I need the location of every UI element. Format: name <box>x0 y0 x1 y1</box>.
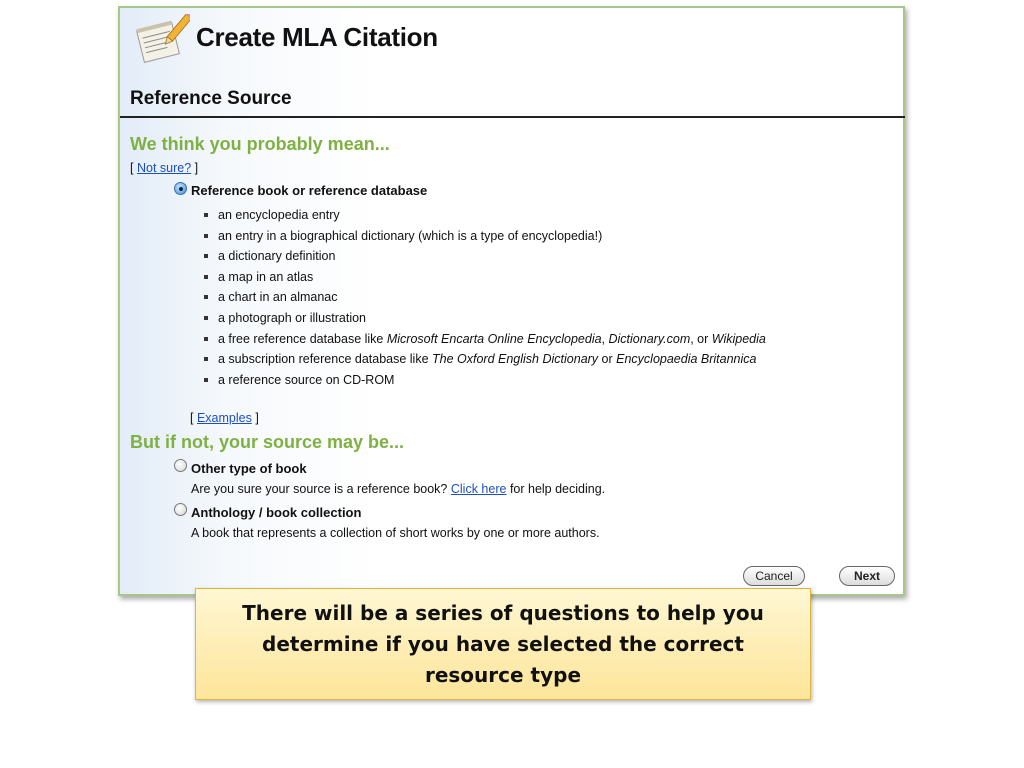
item-text: a subscription reference database like <box>218 352 433 367</box>
list-item: a map in an atlas <box>204 267 766 288</box>
option-label-reference-book: Reference book or reference database <box>191 183 428 198</box>
list-item: an encyclopedia entry <box>204 205 766 226</box>
option-label-other-book: Other type of book <box>191 461 307 476</box>
list-item: a photograph or illustration <box>204 308 766 329</box>
not-sure-link[interactable]: Not sure? <box>136 161 192 175</box>
item-text: , <box>601 331 609 346</box>
item-text: a free reference database like <box>218 331 387 346</box>
radio-anthology[interactable] <box>174 503 187 516</box>
bracket-open: [ <box>130 161 134 175</box>
item-title: Wikipedia <box>711 331 766 346</box>
cancel-button[interactable]: Cancel <box>743 566 805 586</box>
bracket-close: ] <box>255 411 259 425</box>
desc-text: for help deciding. <box>509 482 606 496</box>
list-item: a reference source on CD-ROM <box>204 370 766 391</box>
click-here-link[interactable]: Click here <box>450 482 507 496</box>
bracket-open: [ <box>190 411 194 425</box>
list-item: a dictionary definition <box>204 246 766 267</box>
notepad-pencil-icon <box>134 14 190 64</box>
radio-other-book[interactable] <box>174 459 187 472</box>
list-item <box>204 349 766 370</box>
list-item: a chart in an almanac <box>204 287 766 308</box>
next-button[interactable]: Next <box>839 566 895 586</box>
option-desc-other-book <box>191 482 605 496</box>
section-heading: Reference Source <box>130 88 292 109</box>
not-sure-row <box>130 161 198 175</box>
item-title: Microsoft Encarta Online Encyclopedia <box>386 331 602 346</box>
desc-text: Are you sure your source is a reference book? <box>191 482 448 496</box>
examples-row <box>190 411 259 425</box>
examples-list <box>204 205 766 390</box>
suggestion-heading: We think you probably mean... <box>130 134 390 154</box>
instruction-callout <box>195 588 811 700</box>
list-item <box>204 329 766 350</box>
citation-window <box>118 6 905 596</box>
item-text: , or <box>690 331 712 346</box>
examples-link[interactable]: Examples <box>196 411 252 425</box>
option-desc-anthology: A book that represents a collection of short works by one or more authors. <box>191 526 600 540</box>
alternatives-heading: But if not, your source may be... <box>130 432 405 452</box>
list-item: an entry in a biographical dictionary (which is a type of encyclopedia!) <box>204 226 766 247</box>
page-title: Create MLA Citation <box>196 22 438 52</box>
callout-text: There will be a series of questions to help you determine if you have selected the correct resource type <box>242 600 764 687</box>
option-label-anthology: Anthology / book collection <box>191 505 362 520</box>
radio-reference-book[interactable] <box>174 182 187 195</box>
item-title: Dictionary.com <box>608 331 691 346</box>
bracket-close: ] <box>194 161 199 175</box>
item-title: The Oxford English Dictionary <box>432 352 599 367</box>
section-divider <box>120 116 905 118</box>
item-title: Encyclopaedia Britannica <box>616 352 757 367</box>
item-text: or <box>598 352 617 367</box>
